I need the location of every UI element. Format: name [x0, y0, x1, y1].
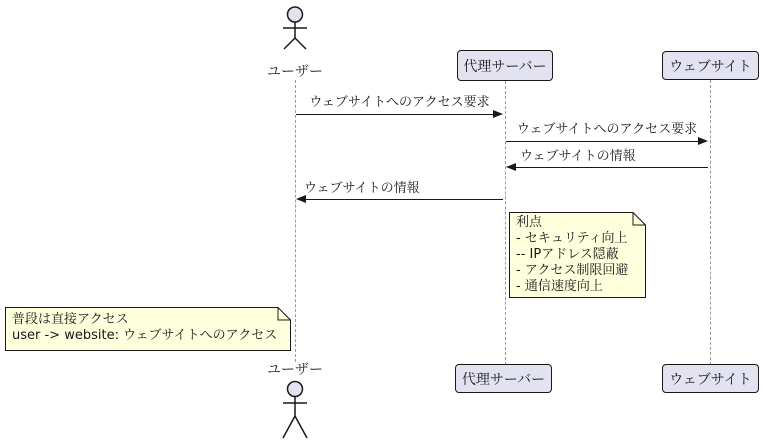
message-2-line — [506, 141, 699, 142]
participant-box-proxy-bottom: 代理サーバー — [455, 364, 552, 393]
participant-box-website-bottom: ウェブサイト — [662, 364, 759, 393]
actor-figure-user-bottom — [275, 378, 315, 442]
participant-label-user-top: ユーザー — [267, 64, 323, 80]
message-1-label: ウェブサイトへのアクセス要求 — [309, 95, 490, 110]
note-text — [516, 215, 628, 295]
note-line: - セキュリティ向上 — [516, 231, 628, 246]
message-3-line — [516, 167, 708, 168]
participant-box-website-top: ウェブサイト — [662, 51, 759, 80]
note-text — [12, 312, 277, 344]
note-line: 普段は直接アクセス — [12, 312, 129, 327]
lifeline-website — [710, 80, 711, 365]
message-4-line — [306, 199, 503, 200]
note-line: user -> website: ウェブサイトへのアクセス — [12, 328, 278, 343]
participant-box-proxy-top: 代理サーバー — [457, 50, 553, 81]
participant-label-user-bottom: ユーザー — [267, 362, 323, 378]
note-line: 利点 — [516, 215, 543, 230]
lifeline-user — [295, 80, 296, 362]
arrowhead-right-icon — [493, 110, 503, 118]
note-proxy-benefits — [509, 212, 646, 298]
arrowhead-right-icon — [698, 137, 708, 145]
note-line: -- IPアドレス隠蔽 — [516, 247, 619, 262]
note-line: - 通信速度向上 — [516, 279, 603, 294]
arrowhead-left-icon — [506, 163, 516, 171]
message-4-label: ウェブサイトの情報 — [304, 181, 420, 196]
note-user-direct-access — [5, 307, 291, 351]
actor-figure-user-top — [275, 4, 315, 50]
arrowhead-left-icon — [296, 195, 306, 203]
note-line: - アクセス制限回避 — [516, 263, 629, 278]
message-1-line — [296, 114, 494, 115]
message-2-label: ウェブサイトへのアクセス要求 — [516, 122, 698, 137]
message-3-label: ウェブサイトの情報 — [520, 149, 636, 164]
